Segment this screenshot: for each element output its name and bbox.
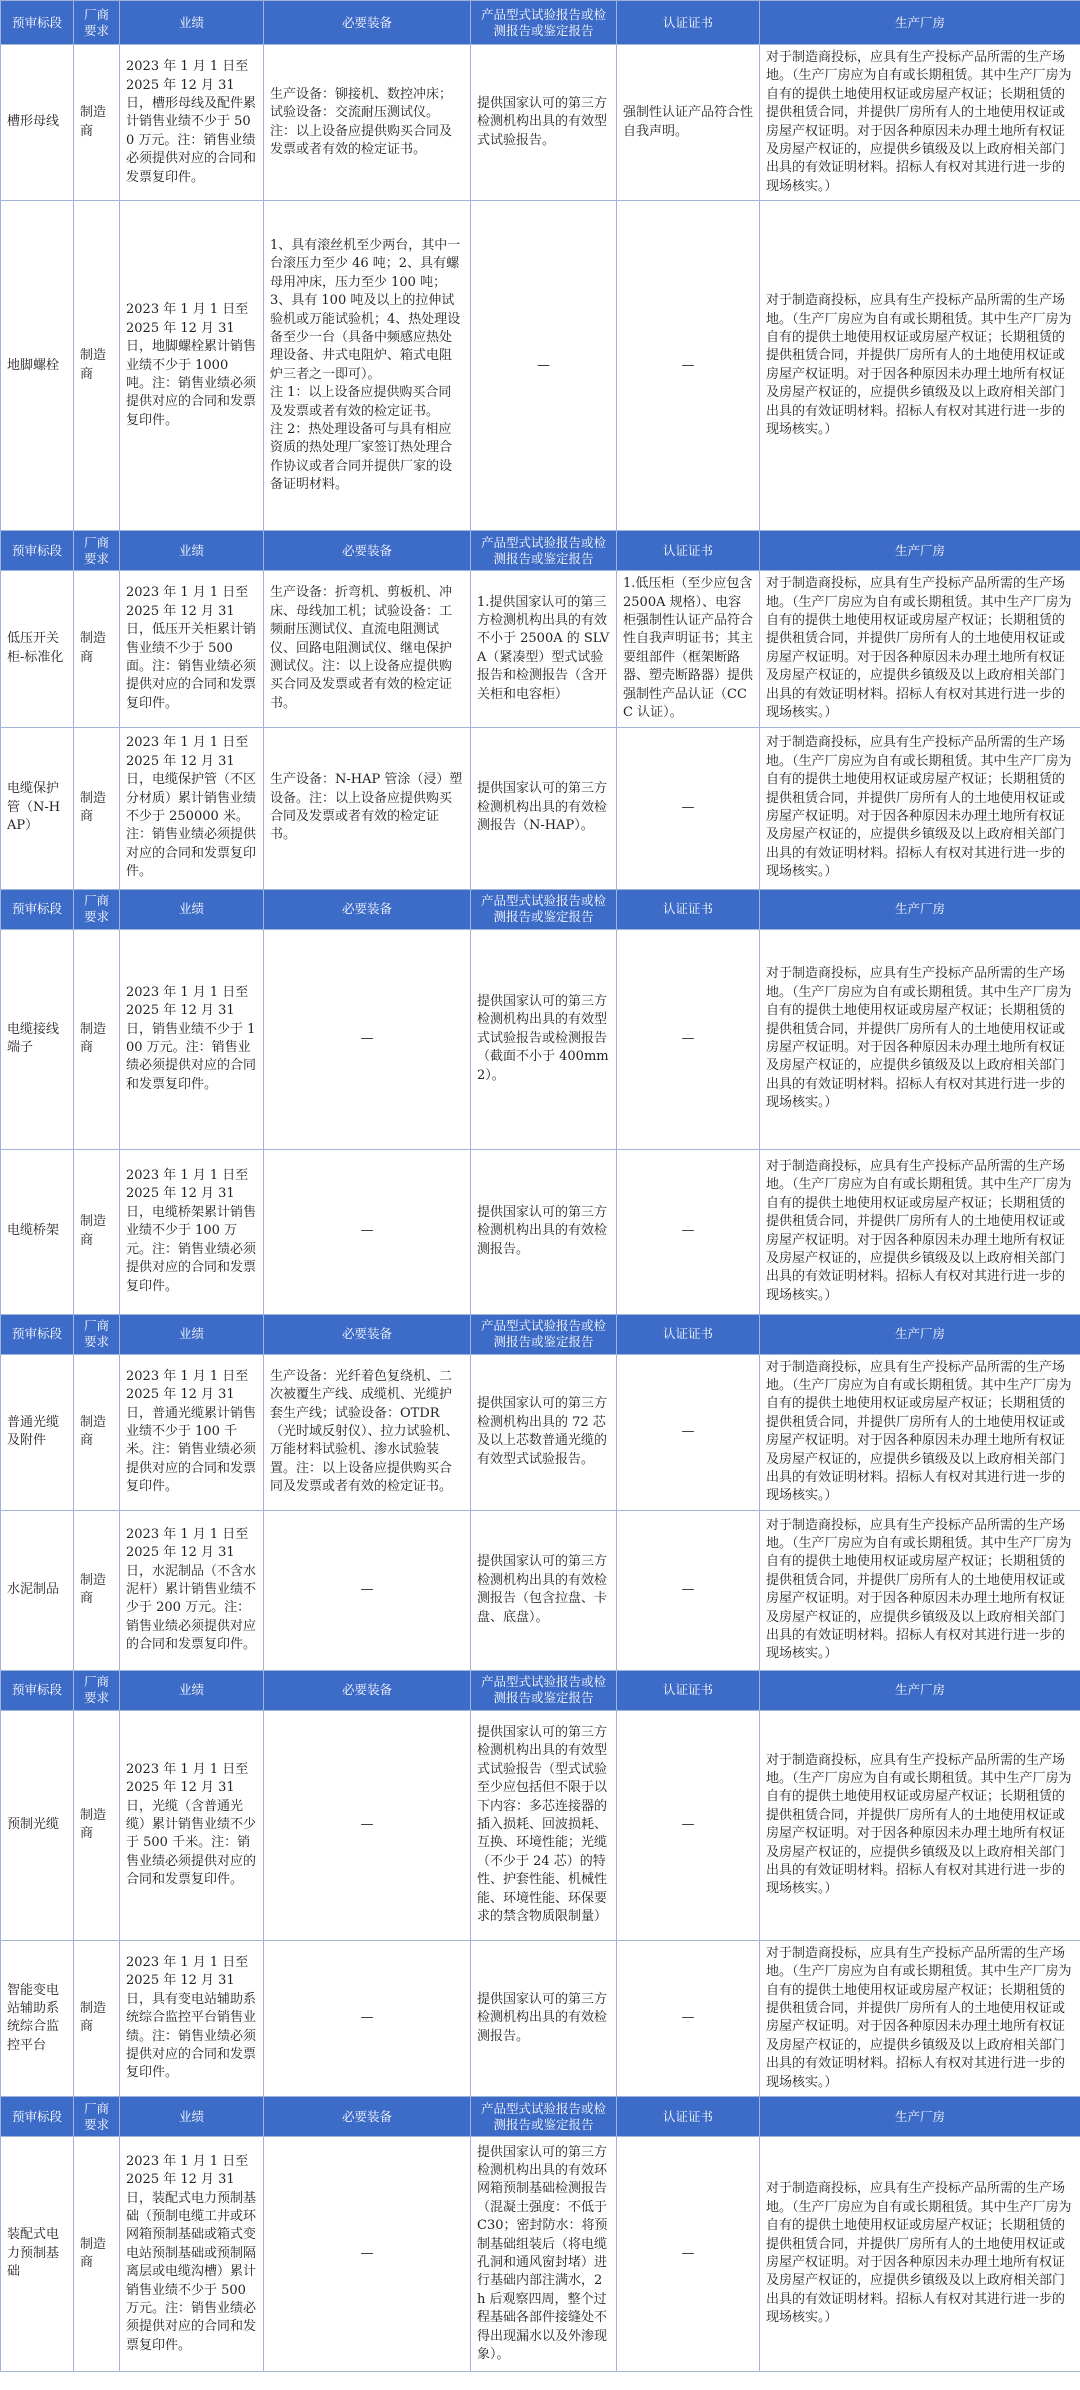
header-cell: 生产厂房 (760, 889, 1080, 929)
performance-cell: 2023 年 1 月 1 日至 2025 年 12 月 31 日，装配式电力预制基础（预制电缆工井或环网箱预制基础或箱式变电站预制基础或预制隔离层或电缆沟槽）累计销售业绩不少于 500 万元。注：销售业绩必须提供对应的合同和发票复印件。 (120, 2137, 264, 2372)
equipment-cell: 1、具有滚丝机至少两台，其中一台滚压力至少 46 吨；2、具有螺母用冲床，压力至少 100 吨；3、具有 100 吨及以上的拉伸试验机或万能试验机；4、热处理设备至少一台（具备中频感应热处理设备、井式电阻炉、箱式电阻炉三者之一即可）。 注 1：以上设备应提供购买合同及发票或者有效的检定证书。 注 2：热处理设备可与具有相应资质的热处理厂家签订热处理合作协议或者合同并提供厂家的设备证明材料。 (264, 201, 471, 531)
header-cell: 厂商要求 (74, 531, 120, 571)
factory-cell: 对于制造商投标，应具有生产投标产品所需的生产场地。（生产厂房应为自有或长期租赁。其中生产厂房为自有的提供土地使用权证或房屋产权证；长期租赁的提供租赁合同，并提供厂房所有人的土地使用权证或房屋产权证明。对于因各种原因未办理土地所有权证及房屋产权证的，应提供乡镇级及以上政府相关部门出具的有效证明材料。招标人有权对其进行进一步的现场核实。） (760, 1149, 1080, 1314)
segment-cell: 普通光缆及附件 (1, 1354, 74, 1510)
header-cell: 业绩 (120, 531, 264, 571)
table-row (1, 201, 1080, 531)
factory-cell: 对于制造商投标，应具有生产投标产品所需的生产场地。（生产厂房应为自有或长期租赁。其中生产厂房为自有的提供土地使用权证或房屋产权证；长期租赁的提供租赁合同，并提供厂房所有人的土地使用权证或房屋产权证明。对于因各种原因未办理土地所有权证及房屋产权证的，应提供乡镇级及以上政府相关部门出具的有效证明材料。招标人有权对其进行进一步的现场核实。） (760, 727, 1080, 889)
cert-cell: — (617, 1149, 760, 1314)
header-cell: 业绩 (120, 1314, 264, 1354)
equipment-cell: — (264, 1149, 471, 1314)
report-cell: 提供国家认可的第三方检测机构出具的有效型式试验报告。 (471, 45, 617, 201)
report-cell: — (471, 201, 617, 531)
header-cell: 认证证书 (617, 889, 760, 929)
cert-cell: — (617, 929, 760, 1149)
report-cell: 提供国家认可的第三方检测机构出具的有效型式试验报告或检测报告（截面不小于 400mm2）。 (471, 929, 617, 1149)
table-row (1, 929, 1080, 1149)
header-cell: 预审标段 (1, 1314, 74, 1354)
header-cell: 必要装备 (264, 1314, 471, 1354)
header-cell: 厂商要求 (74, 889, 120, 929)
equipment-cell: — (264, 1940, 471, 2096)
header-row (1, 1314, 1080, 1354)
segment-cell: 电缆保护管（N-HAP） (1, 727, 74, 889)
vendor-type-cell: 制造商 (74, 1354, 120, 1510)
header-cell: 产品型式试验报告或检测报告或鉴定报告 (471, 1314, 617, 1354)
header-cell: 厂商要求 (74, 1670, 120, 1710)
header-row (1, 1670, 1080, 1710)
header-cell: 认证证书 (617, 1314, 760, 1354)
factory-cell: 对于制造商投标，应具有生产投标产品所需的生产场地。（生产厂房应为自有或长期租赁。其中生产厂房为自有的提供土地使用权证或房屋产权证；长期租赁的提供租赁合同，并提供厂房所有人的土地使用权证或房屋产权证明。对于因各种原因未办理土地所有权证及房屋产权证的，应提供乡镇级及以上政府相关部门出具的有效证明材料。招标人有权对其进行进一步的现场核实。） (760, 571, 1080, 727)
performance-cell: 2023 年 1 月 1 日至 2025 年 12 月 31 日，槽形母线及配件累计销售业绩不少于 500 万元。注：销售业绩必须提供对应的合同和发票复印件。 (120, 45, 264, 201)
header-row (1, 889, 1080, 929)
header-cell: 产品型式试验报告或检测报告或鉴定报告 (471, 1670, 617, 1710)
header-cell: 必要装备 (264, 2097, 471, 2137)
factory-cell: 对于制造商投标，应具有生产投标产品所需的生产场地。（生产厂房应为自有或长期租赁。其中生产厂房为自有的提供土地使用权证或房屋产权证；长期租赁的提供租赁合同，并提供厂房所有人的土地使用权证或房屋产权证明。对于因各种原因未办理土地所有权证及房屋产权证的，应提供乡镇级及以上政府相关部门出具的有效证明材料。招标人有权对其进行进一步的现场核实。） (760, 45, 1080, 201)
segment-cell: 槽形母线 (1, 45, 74, 201)
header-cell: 生产厂房 (760, 531, 1080, 571)
table-row (1, 1710, 1080, 1940)
factory-cell: 对于制造商投标，应具有生产投标产品所需的生产场地。（生产厂房应为自有或长期租赁。其中生产厂房为自有的提供土地使用权证或房屋产权证；长期租赁的提供租赁合同，并提供厂房所有人的土地使用权证或房屋产权证明。对于因各种原因未办理土地所有权证及房屋产权证的，应提供乡镇级及以上政府相关部门出具的有效证明材料。招标人有权对其进行进一步的现场核实。） (760, 1354, 1080, 1510)
segment-cell: 地脚螺栓 (1, 201, 74, 531)
table-row (1, 1940, 1080, 2096)
cert-cell: 强制性认证产品符合性自我声明。 (617, 45, 760, 201)
factory-cell: 对于制造商投标，应具有生产投标产品所需的生产场地。（生产厂房应为自有或长期租赁。其中生产厂房为自有的提供土地使用权证或房屋产权证；长期租赁的提供租赁合同，并提供厂房所有人的土地使用权证或房屋产权证明。对于因各种原因未办理土地所有权证及房屋产权证的，应提供乡镇级及以上政府相关部门出具的有效证明材料。招标人有权对其进行进一步的现场核实。） (760, 201, 1080, 531)
equipment-cell: — (264, 929, 471, 1149)
report-cell: 提供国家认可的第三方检测机构出具的 72 芯及以上芯数普通光缆的有效型式试验报告。 (471, 1354, 617, 1510)
vendor-type-cell: 制造商 (74, 1510, 120, 1670)
segment-cell: 电缆桥架 (1, 1149, 74, 1314)
header-cell: 业绩 (120, 1, 264, 45)
equipment-cell: 生产设备：光纤着色复绕机、二次被覆生产线、成缆机、光缆护套生产线；试验设备：OTDR（光时域反射仪）、拉力试验机、万能材料试验机、渗水试验装置。注：以上设备应提供购买合同及发票或者有效的检定证书。 (264, 1354, 471, 1510)
header-cell: 必要装备 (264, 889, 471, 929)
factory-cell: 对于制造商投标，应具有生产投标产品所需的生产场地。（生产厂房应为自有或长期租赁。其中生产厂房为自有的提供土地使用权证或房屋产权证；长期租赁的提供租赁合同，并提供厂房所有人的土地使用权证或房屋产权证明。对于因各种原因未办理土地所有权证及房屋产权证的，应提供乡镇级及以上政府相关部门出具的有效证明材料。招标人有权对其进行进一步的现场核实。） (760, 929, 1080, 1149)
vendor-type-cell: 制造商 (74, 1710, 120, 1940)
header-cell: 认证证书 (617, 1670, 760, 1710)
table-row (1, 1149, 1080, 1314)
performance-cell: 2023 年 1 月 1 日至 2025 年 12 月 31 日，地脚螺栓累计销售业绩不少于 1000 吨。注：销售业绩必须提供对应的合同和发票复印件。 (120, 201, 264, 531)
performance-cell: 2023 年 1 月 1 日至 2025 年 12 月 31 日，销售业绩不少于 100 万元。注：销售业绩必须提供对应的合同和发票复印件。 (120, 929, 264, 1149)
factory-cell: 对于制造商投标，应具有生产投标产品所需的生产场地。（生产厂房应为自有或长期租赁。其中生产厂房为自有的提供土地使用权证或房屋产权证；长期租赁的提供租赁合同，并提供厂房所有人的土地使用权证或房屋产权证明。对于因各种原因未办理土地所有权证及房屋产权证的，应提供乡镇级及以上政府相关部门出具的有效证明材料。招标人有权对其进行进一步的现场核实。） (760, 1710, 1080, 1940)
header-cell: 厂商要求 (74, 1314, 120, 1354)
header-cell: 预审标段 (1, 1, 74, 45)
cert-cell: — (617, 201, 760, 531)
cert-cell: — (617, 1710, 760, 1940)
factory-cell: 对于制造商投标，应具有生产投标产品所需的生产场地。（生产厂房应为自有或长期租赁。其中生产厂房为自有的提供土地使用权证或房屋产权证；长期租赁的提供租赁合同，并提供厂房所有人的土地使用权证或房屋产权证明。对于因各种原因未办理土地所有权证及房屋产权证的，应提供乡镇级及以上政府相关部门出具的有效证明材料。招标人有权对其进行进一步的现场核实。） (760, 2137, 1080, 2372)
performance-cell: 2023 年 1 月 1 日至 2025 年 12 月 31 日，电缆保护管（不区分材质）累计销售业绩不少于 250000 米。注：销售业绩必须提供对应的合同和发票复印件。 (120, 727, 264, 889)
cert-cell: — (617, 1354, 760, 1510)
table-row (1, 45, 1080, 201)
equipment-cell: 生产设备：折弯机、剪板机、冲床、母线加工机；试验设备：工频耐压测试仪、直流电阻测试仪、回路电阻测试仪、继电保护测试仪。注：以上设备应提供购买合同及发票或者有效的检定证书。 (264, 571, 471, 727)
header-cell: 必要装备 (264, 1670, 471, 1710)
report-cell: 提供国家认可的第三方检测机构出具的有效检测报告（包含拉盘、卡盘、底盘）。 (471, 1510, 617, 1670)
report-cell: 提供国家认可的第三方检测机构出具的有效检测报告。 (471, 1940, 617, 2096)
header-cell: 认证证书 (617, 531, 760, 571)
cert-cell: — (617, 2137, 760, 2372)
equipment-cell: — (264, 1510, 471, 1670)
header-cell: 预审标段 (1, 889, 74, 929)
performance-cell: 2023 年 1 月 1 日至 2025 年 12 月 31 日，低压开关柜累计销售业绩不少于 500 面。注：销售业绩必须提供对应的合同和发票复印件。 (120, 571, 264, 727)
performance-cell: 2023 年 1 月 1 日至 2025 年 12 月 31 日，具有变电站辅助系统综合监控平台销售业绩。注：销售业绩必须提供对应的合同和发票复印件。 (120, 1940, 264, 2096)
header-cell: 预审标段 (1, 1670, 74, 1710)
header-row (1, 531, 1080, 571)
header-cell: 生产厂房 (760, 1, 1080, 45)
segment-cell: 低压开关柜-标准化 (1, 571, 74, 727)
vendor-type-cell: 制造商 (74, 1940, 120, 2096)
header-cell: 产品型式试验报告或检测报告或鉴定报告 (471, 889, 617, 929)
header-cell: 业绩 (120, 889, 264, 929)
header-cell: 必要装备 (264, 1, 471, 45)
factory-cell: 对于制造商投标，应具有生产投标产品所需的生产场地。（生产厂房应为自有或长期租赁。其中生产厂房为自有的提供土地使用权证或房屋产权证；长期租赁的提供租赁合同，并提供厂房所有人的土地使用权证或房屋产权证明。对于因各种原因未办理土地所有权证及房屋产权证的，应提供乡镇级及以上政府相关部门出具的有效证明材料。招标人有权对其进行进一步的现场核实。） (760, 1510, 1080, 1670)
equipment-cell: 生产设备：铆接机、数控冲床；试验设备：交流耐压测试仪。注：以上设备应提供购买合同及发票或者有效的检定证书。 (264, 45, 471, 201)
cert-cell: 1.低压柜（至少应包含 2500A 规格）、电容柜强制性认证产品符合性自我声明证书；其主要组部件（框架断路器、塑壳断路器）提供强制性产品认证（CCC 认证）。 (617, 571, 760, 727)
header-cell: 产品型式试验报告或检测报告或鉴定报告 (471, 1, 617, 45)
table-row (1, 571, 1080, 727)
header-cell: 厂商要求 (74, 2097, 120, 2137)
table-row (1, 1354, 1080, 1510)
segment-cell: 水泥制品 (1, 1510, 74, 1670)
header-cell: 生产厂房 (760, 1670, 1080, 1710)
performance-cell: 2023 年 1 月 1 日至 2025 年 12 月 31 日，水泥制品（不含水泥杆）累计销售业绩不少于 200 万元。注：销售业绩必须提供对应的合同和发票复印件。 (120, 1510, 264, 1670)
report-cell: 提供国家认可的第三方检测机构出具的有效检测报告。 (471, 1149, 617, 1314)
header-row (1, 1, 1080, 45)
cert-cell: — (617, 1940, 760, 2096)
vendor-type-cell: 制造商 (74, 929, 120, 1149)
report-cell: 提供国家认可的第三方检测机构出具的有效型式试验报告（型式试验至少应包括但不限于以下内容：多芯连接器的插入损耗、回波损耗、互换、环境性能；光缆（不少于 24 芯）的特性、护套性能、机械性能、环境性能、环保要求的禁含物质限制量） (471, 1710, 617, 1940)
header-cell: 业绩 (120, 2097, 264, 2137)
header-cell: 预审标段 (1, 2097, 74, 2137)
performance-cell: 2023 年 1 月 1 日至 2025 年 12 月 31 日，普通光缆累计销售业绩不少于 100 千米。注：销售业绩必须提供对应的合同和发票复印件。 (120, 1354, 264, 1510)
header-cell: 预审标段 (1, 531, 74, 571)
vendor-type-cell: 制造商 (74, 2137, 120, 2372)
header-row (1, 2097, 1080, 2137)
equipment-cell: 生产设备：N-HAP 管涂（浸）塑设备。注：以上设备应提供购买合同及发票或者有效的检定证书。 (264, 727, 471, 889)
header-cell: 产品型式试验报告或检测报告或鉴定报告 (471, 2097, 617, 2137)
equipment-cell: — (264, 2137, 471, 2372)
report-cell: 提供国家认可的第三方检测机构出具的有效环网箱预制基础检测报告（混凝土强度：不低于 C30；密封防水：将预制基础组装后（将电缆孔洞和通风窗封堵）进行基础内部注满水，2h 后观察四周，整个过程基础各部件接缝处不得出现漏水以及外渗现象）。 (471, 2137, 617, 2372)
table-row (1, 727, 1080, 889)
segment-cell: 电缆接线端子 (1, 929, 74, 1149)
report-cell: 提供国家认可的第三方检测机构出具的有效检测报告（N-HAP）。 (471, 727, 617, 889)
header-cell: 生产厂房 (760, 2097, 1080, 2137)
report-cell: 1.提供国家认可的第三方检测机构出具的有效不小于 2500A 的 SLVA（紧凑型）型式试验报告和检测报告（含开关柜和电容柜） (471, 571, 617, 727)
segment-cell: 智能变电站辅助系统综合监控平台 (1, 1940, 74, 2096)
cert-cell: — (617, 727, 760, 889)
header-cell: 认证证书 (617, 1, 760, 45)
vendor-type-cell: 制造商 (74, 45, 120, 201)
header-cell: 必要装备 (264, 531, 471, 571)
segment-cell: 预制光缆 (1, 1710, 74, 1940)
vendor-type-cell: 制造商 (74, 1149, 120, 1314)
factory-cell: 对于制造商投标，应具有生产投标产品所需的生产场地。（生产厂房应为自有或长期租赁。其中生产厂房为自有的提供土地使用权证或房屋产权证；长期租赁的提供租赁合同，并提供厂房所有人的土地使用权证或房屋产权证明。对于因各种原因未办理土地所有权证及房屋产权证的，应提供乡镇级及以上政府相关部门出具的有效证明材料。招标人有权对其进行进一步的现场核实。） (760, 1940, 1080, 2096)
cert-cell: — (617, 1510, 760, 1670)
table-row (1, 1510, 1080, 1670)
header-cell: 业绩 (120, 1670, 264, 1710)
segment-cell: 装配式电力预制基础 (1, 2137, 74, 2372)
performance-cell: 2023 年 1 月 1 日至 2025 年 12 月 31 日，光缆（含普通光缆）累计销售业绩不少于 500 千米。注：销售业绩必须提供对应的合同和发票复印件。 (120, 1710, 264, 1940)
vendor-type-cell: 制造商 (74, 571, 120, 727)
header-cell: 生产厂房 (760, 1314, 1080, 1354)
header-cell: 认证证书 (617, 2097, 760, 2137)
table-row (1, 2137, 1080, 2372)
vendor-type-cell: 制造商 (74, 201, 120, 531)
performance-cell: 2023 年 1 月 1 日至 2025 年 12 月 31 日，电缆桥架累计销售业绩不少于 100 万元。注：销售业绩必须提供对应的合同和发票复印件。 (120, 1149, 264, 1314)
header-cell: 厂商要求 (74, 1, 120, 45)
header-cell: 产品型式试验报告或检测报告或鉴定报告 (471, 531, 617, 571)
equipment-cell: — (264, 1710, 471, 1940)
vendor-type-cell: 制造商 (74, 727, 120, 889)
